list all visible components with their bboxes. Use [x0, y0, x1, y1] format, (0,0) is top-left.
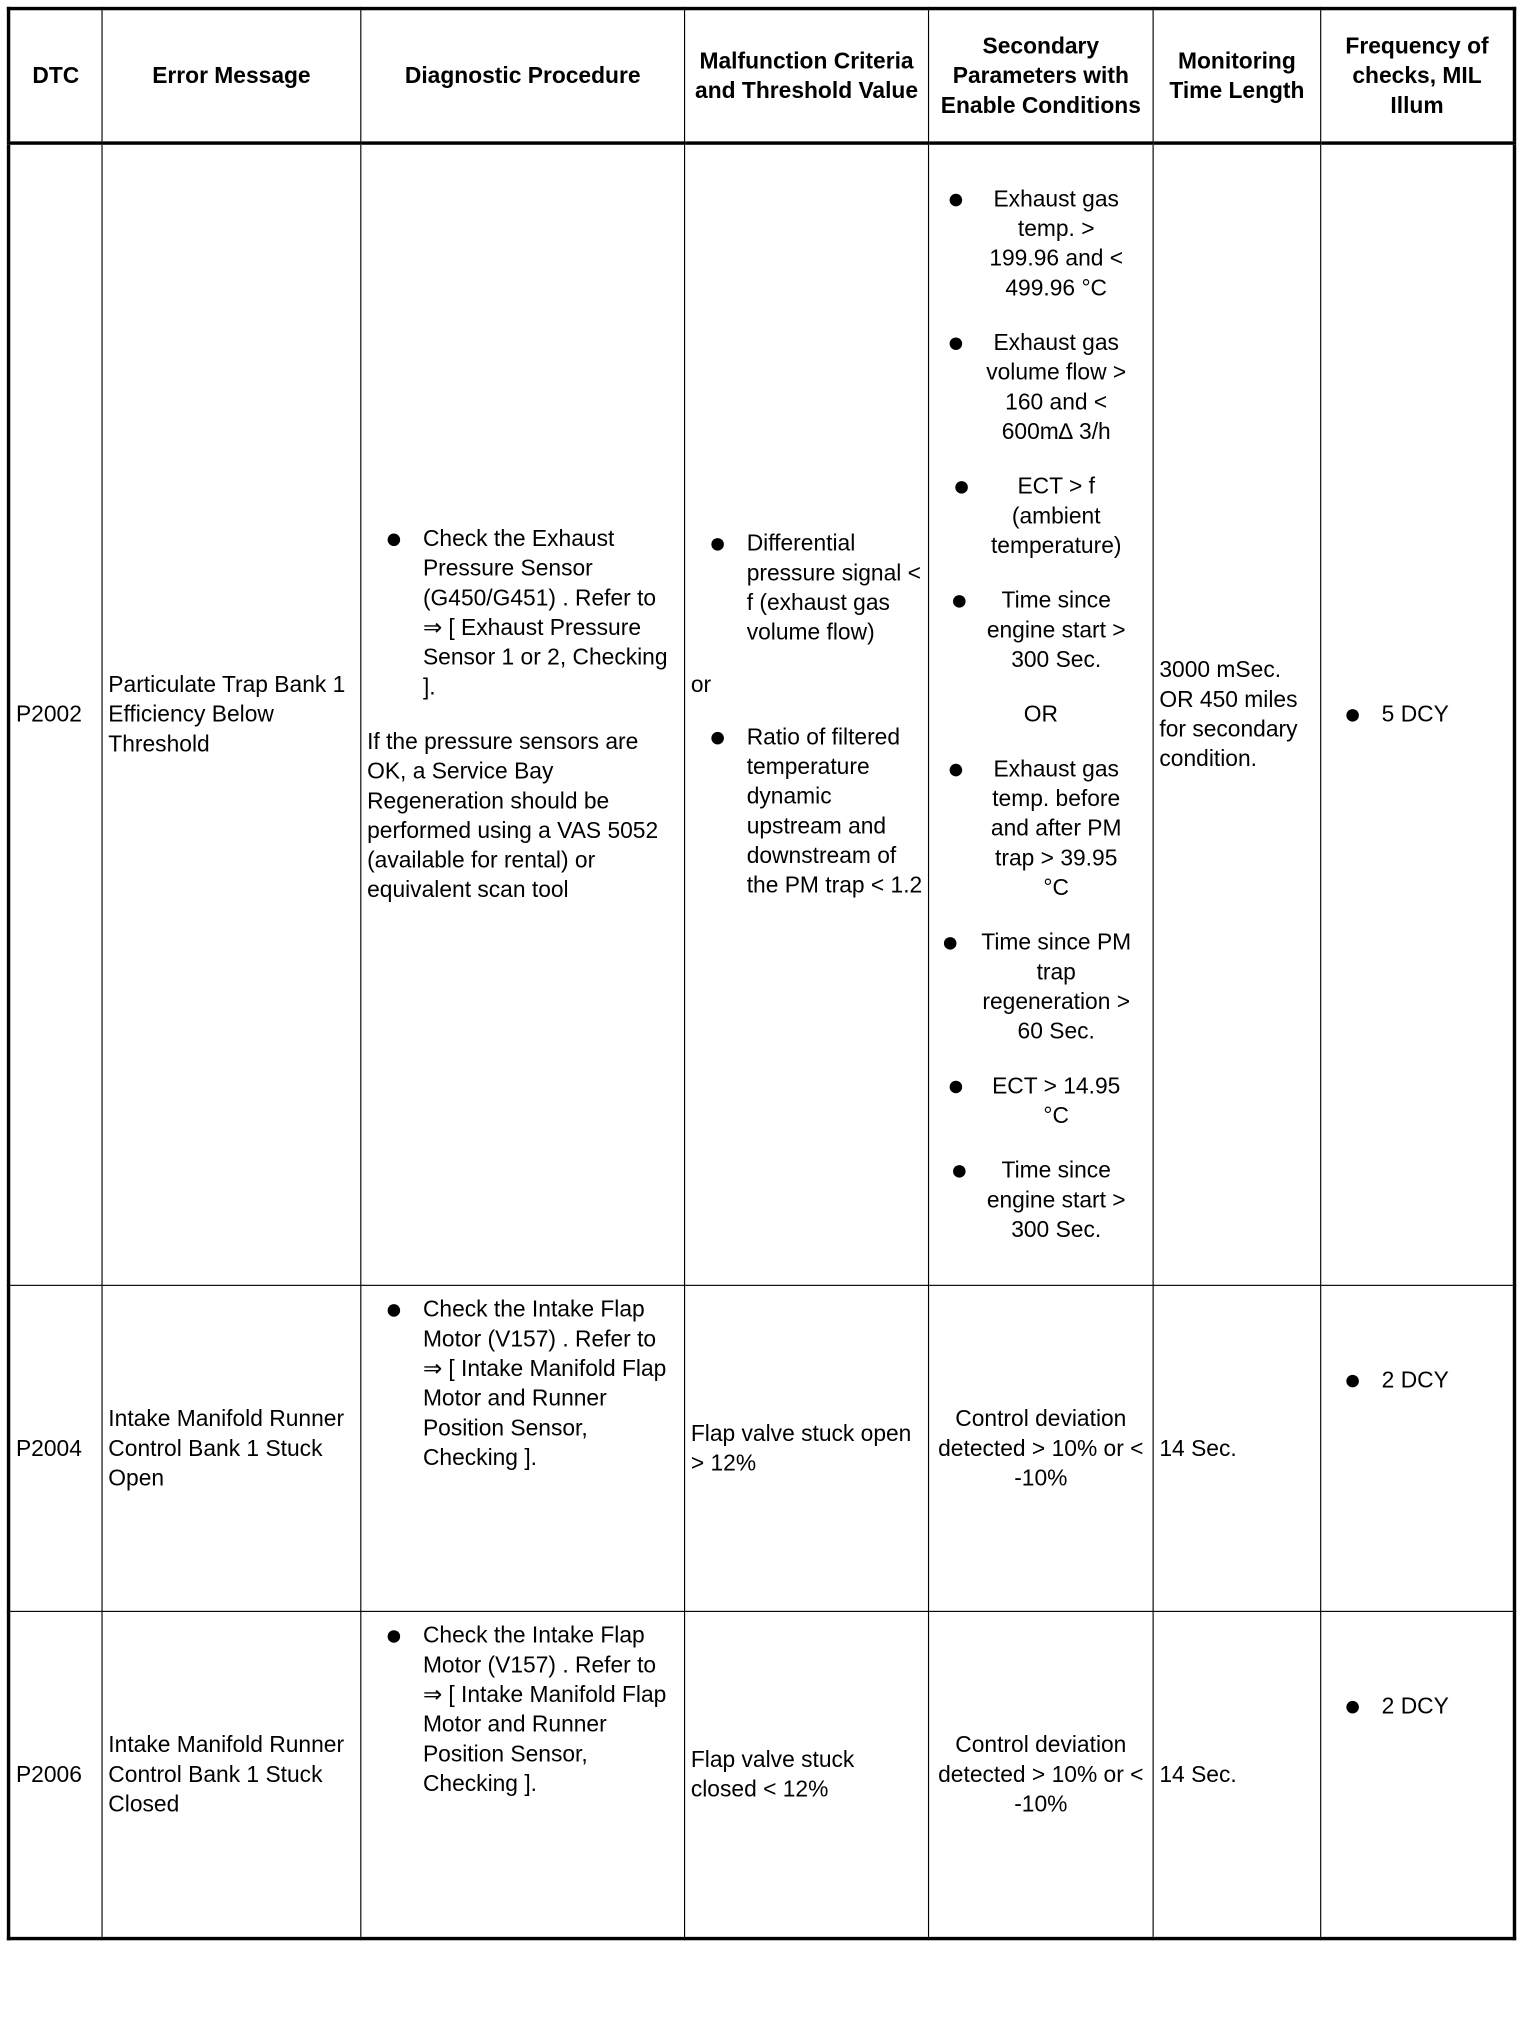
diagnostic-procedure	[361, 1611, 685, 1938]
header-diagnostic-procedure: Diagnostic Procedure	[361, 9, 685, 144]
secondary-text: ECT > 14.95 °C	[992, 1073, 1121, 1129]
secondary-text: Exhaust gas temp. > 199.96 and < 499.96 °C	[989, 186, 1124, 301]
bullet-icon	[711, 732, 724, 745]
secondary-text: Time since engine start > 300 Sec.	[986, 588, 1126, 673]
bullet-icon	[1346, 1375, 1359, 1388]
frequency-text: 5 DCY	[1381, 702, 1449, 728]
criteria-bullet	[691, 723, 922, 901]
criteria-separator: or	[690, 672, 712, 698]
bullet-icon	[944, 937, 957, 950]
bullet-icon	[950, 337, 963, 350]
monitoring-time: 14 Sec.	[1153, 1611, 1321, 1938]
secondary-item	[950, 185, 1132, 304]
secondary-text: Exhaust gas temp. before and after PM trap > 39.95 °C	[990, 756, 1122, 901]
secondary-item	[955, 472, 1126, 561]
procedure-text: Check the Intake Flap Motor (V157) . Refer to ⇒ [ Intake Manifold Flap Motor and Runner Position Sensor, Checking ].	[422, 1623, 667, 1797]
secondary-parameters: Control deviation detected > 10% or < -10%	[929, 1611, 1154, 1938]
header-frequency: Frequency of checks, MIL Illum	[1321, 9, 1515, 144]
bullet-icon	[955, 481, 968, 494]
secondary-text: Time since PM trap regeneration > 60 Sec.	[981, 930, 1132, 1045]
bullet-icon	[950, 764, 963, 777]
monitoring-time: 3000 mSec. OR 450 miles for secondary condition.	[1153, 143, 1321, 1285]
error-message: Intake Manifold Runner Control Bank 1 Stuck Open	[102, 1285, 361, 1611]
dtc-table	[7, 7, 1516, 1940]
malfunction-criteria	[685, 143, 929, 1285]
error-message: Intake Manifold Runner Control Bank 1 Stuck Closed	[102, 1611, 361, 1938]
secondary-parameters	[929, 143, 1154, 1285]
frequency	[1321, 1285, 1515, 1611]
header-secondary-parameters: Secondary Parameters with Enable Conditions	[929, 9, 1154, 144]
dtc-code: P2004	[9, 1285, 102, 1611]
bullet-icon	[952, 595, 965, 608]
table-row	[9, 1285, 1515, 1611]
secondary-item	[952, 586, 1129, 675]
bullet-icon	[1346, 709, 1359, 722]
criteria-text: Ratio of filtered temperature dynamic upstream and downstream of the PM trap < 1.2	[746, 725, 923, 899]
secondary-or: OR	[1023, 702, 1058, 728]
header-error-message: Error Message	[102, 9, 361, 144]
frequency-text: 2 DCY	[1381, 1368, 1449, 1394]
bullet-icon	[711, 538, 724, 551]
secondary-text: Time since engine start > 300 Sec.	[986, 1158, 1126, 1243]
secondary-item	[950, 755, 1132, 903]
bullet-icon	[388, 534, 401, 547]
secondary-parameters: Control deviation detected > 10% or < -10%	[929, 1285, 1154, 1611]
bullet-icon	[1346, 1701, 1359, 1714]
frequency	[1321, 143, 1515, 1285]
dtc-code: P2006	[9, 1611, 102, 1938]
diagnostic-procedure	[361, 143, 685, 1285]
secondary-item	[952, 1156, 1129, 1245]
header-dtc: DTC	[9, 9, 102, 144]
frequency-text: 2 DCY	[1381, 1694, 1449, 1720]
header-monitoring-time: Monitoring Time Length	[1153, 9, 1321, 144]
dtc-code: P2002	[9, 143, 102, 1285]
header-row	[9, 9, 1515, 144]
criteria-bullet	[691, 529, 922, 648]
secondary-item	[950, 1072, 1132, 1131]
bullet-icon	[388, 1304, 401, 1317]
secondary-item	[944, 928, 1138, 1047]
procedure-bullet	[367, 1621, 678, 1799]
header-malfunction-criteria: Malfunction Criteria and Threshold Value	[685, 9, 929, 144]
procedure-text: Check the Intake Flap Motor (V157) . Refer to ⇒ [ Intake Manifold Flap Motor and Runner Position Sensor, Checking ].	[422, 1297, 667, 1471]
table-row	[9, 1611, 1515, 1938]
procedure-text: Check the Exhaust Pressure Sensor (G450/G451) . Refer to ⇒ [ Exhaust Pressure Sensor 1 or 2, Checking ].	[422, 526, 668, 700]
secondary-text: ECT > f (ambient temperature)	[990, 474, 1122, 559]
procedure-note: If the pressure sensors are OK, a Service Bay Regeneration should be performed using a VAS 5052 (available for rental) or equivalent scan tool	[367, 729, 659, 903]
table-row	[9, 143, 1515, 1285]
bullet-icon	[950, 1081, 963, 1094]
monitoring-time: 14 Sec.	[1153, 1285, 1321, 1611]
procedure-bullet	[367, 1295, 678, 1473]
malfunction-criteria: Flap valve stuck closed < 12%	[685, 1611, 929, 1938]
frequency	[1321, 1611, 1515, 1938]
malfunction-criteria: Flap valve stuck open > 12%	[685, 1285, 929, 1611]
diagnostic-procedure	[361, 1285, 685, 1611]
bullet-icon	[952, 1165, 965, 1178]
procedure-bullet	[367, 524, 678, 702]
bullet-icon	[950, 194, 963, 207]
error-message: Particulate Trap Bank 1 Efficiency Below Threshold	[102, 143, 361, 1285]
secondary-item	[950, 328, 1132, 447]
criteria-text: Differential pressure signal < f (exhaust gas volume flow)	[746, 531, 921, 646]
bullet-icon	[388, 1630, 401, 1643]
secondary-text: Exhaust gas volume flow > 160 and < 600m∆ 3/h	[986, 330, 1127, 445]
